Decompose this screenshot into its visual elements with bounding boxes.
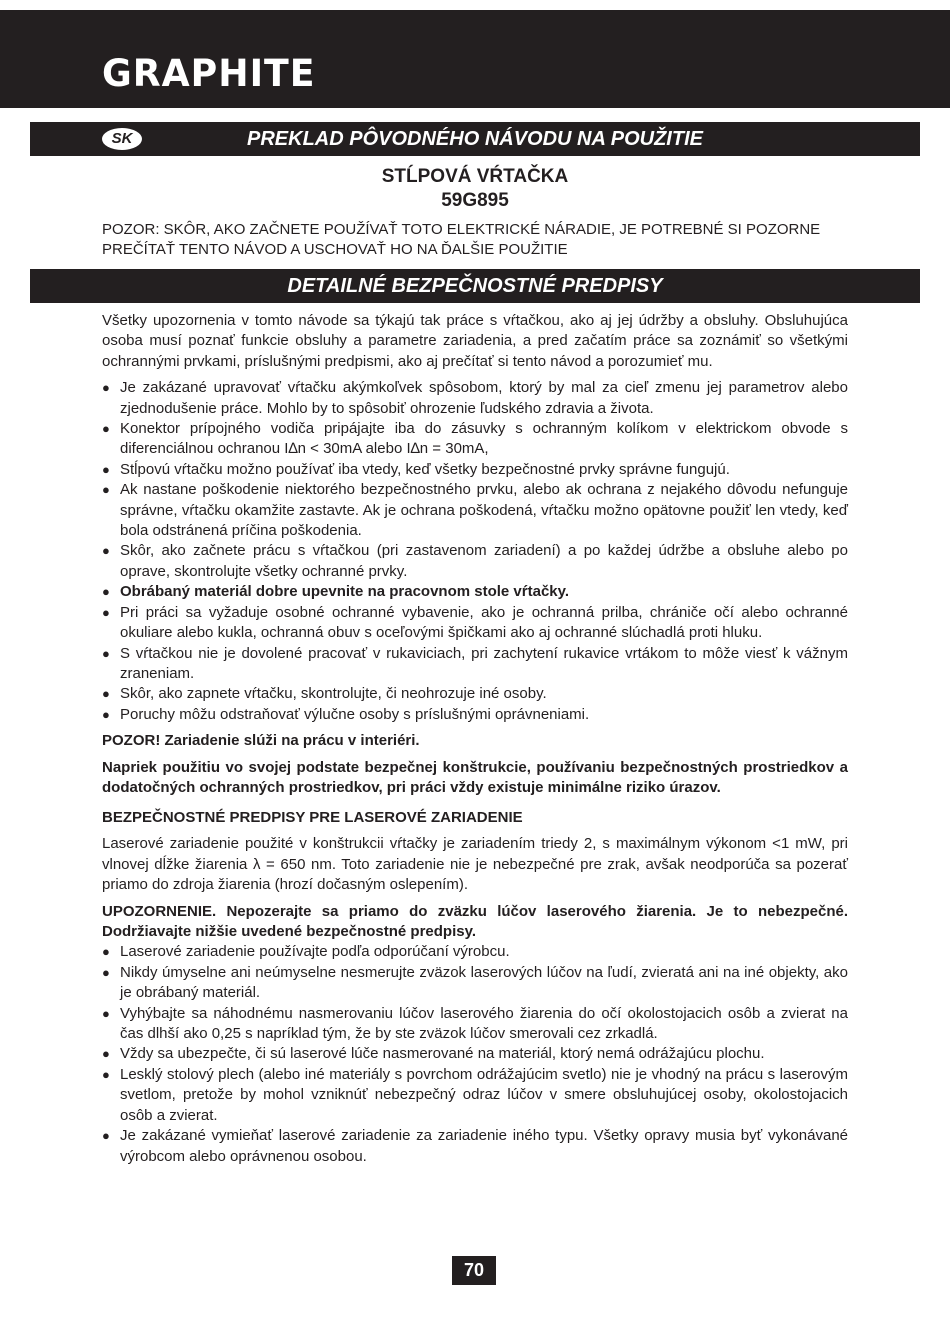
- safety-intro: Všetky upozornenia v tomto návode sa týkajú tak práce s vŕtačkou, ako aj jej údržby a obsluhy. Obsluhujúca osoba musí poznať funkcie obsluhy a parametre zariadenia, a pred začatím práce sa zoznámiť so všetkými ochrannými prvkami, príslušnými predpismi, ako aj prečítať si tento návod a porozumieť mu.: [102, 312, 848, 370]
- laser-intro: Laserové zariadenie použité v konštrukcii vŕtačky je zariadením triedy 2, s maximálnym výkonom <1 mW, pri vlnovej dĺžke žiarenia λ = 650 nm. Toto zariadenie nie je nebezpečné pre zrak, avšak neodporúča sa pozerať priamo do zdroja žiarenia (hrozí dočasným oslepením).: [102, 835, 848, 894]
- safety-item: ● Obrábaný materiál dobre upevnite na pracovnom stole vŕtačky.: [102, 582, 848, 602]
- laser-item: ● Lesklý stolový plech (alebo iné materiály s povrchom odrážajúcim svetlo) nie je vhodný na prácu s laserovým svetlom, pretože by mohol vzniknúť nebezpečný odraz lúčov v smere obsluhujúcej osoby, okolostojacich osôb a zvierat.: [102, 1065, 848, 1126]
- safety-item: ● Je zakázané upravovať vŕtačku akýmkoľvek spôsobom, ktorý by mal za cieľ zmenu jej parametrov alebo zjednodušenie práce. Mohlo by to spôsobiť ohrozenie ľudského zdravia a života.: [102, 378, 848, 419]
- laser-item: ● Je zakázané vymieňať laserové zariadenie za zariadenie iného typu. Všetky opravy musia byť vykonávané výrobcom alebo oprávnenou osobou.: [102, 1126, 848, 1167]
- safety-item: ● Ak nastane poškodenie niektorého bezpečnostného prvku, alebo ak ochrana z nejakého dôvodu nefunguje správne, vŕtačku okamžite zastavte. Ak je ochrana poškodená, vŕtačku možno opätovne použiť len vtedy, keď bola odstránená príčina poškodenia.: [102, 480, 848, 541]
- laser-list: [102, 942, 848, 1166]
- laser-section: [102, 808, 848, 1167]
- laser-warning: UPOZORNENIE. Nepozerajte sa priamo do zväzku lúčov laserového žiarenia. Je to nebezpečné. Dodržiavajte nižšie uvedené bezpečnostné predpisy.: [102, 902, 848, 941]
- translation-bar: [30, 122, 920, 156]
- warning-intro-text: POZOR: SKÔR, AKO ZAČNETE POUŽÍVAŤ TOTO ELEKTRICKÉ NÁRADIE, JE POTREBNÉ SI POZORNE PREČÍTAŤ TENTO NÁVOD A USCHOVAŤ HO NA ĎALŠIE POUŽITIE: [102, 221, 821, 259]
- laser-heading: BEZPEČNOSTNÉ PREDPISY PRE LASEROVÉ ZARIADENIE: [102, 809, 523, 826]
- warning-intro: [102, 220, 848, 261]
- product-name: STĹPOVÁ VŔTAČKA: [381, 166, 569, 187]
- graphite-logo: GRAPHITE: [102, 52, 316, 95]
- safety-item: ● S vŕtačkou nie je dovolené pracovať v rukaviciach, pri zachytení rukavice vrtákom to môže viesť k vážnym zraneniam.: [102, 644, 848, 685]
- laser-item: ● Vyhýbajte sa náhodnému nasmerovaniu lúčov laserového žiarenia do očí okolostojacich osôb a zvierat na čas dlhší ako 0,25 s napríklad tým, že by ste zväzok lúčov smerovali cez zrkadlá.: [102, 1004, 848, 1045]
- product-code: 59G895: [441, 190, 509, 211]
- laser-item: ● Nikdy úmyselne ani neúmyselne nesmerujte zväzok laserových lúčov na ľudí, zvieratá ani na iné objekty, ako je obrábaný materiál.: [102, 963, 848, 1004]
- safety-title: DETAILNÉ BEZPEČNOSTNÉ PREDPISY: [287, 275, 663, 297]
- translation-title: PREKLAD PÔVODNÉHO NÁVODU NA POUŽITIE: [247, 128, 703, 150]
- safety-bar: [30, 269, 920, 303]
- safety-item: ● Pri práci sa vyžaduje osobné ochranné vybavenie, ako je ochranná prilba, chrániče očí alebo ochranné okuliare alebo kukla, ochranná obuv s oceľovými špičkami ako aj ochranné slúchadlá proti hluku.: [102, 603, 848, 644]
- safety-section: [102, 311, 848, 798]
- safety-item: ● Konektor prípojného vodiča pripájajte iba do zásuvky s ochranným kolíkom v elektrickom obvode s diferenciálnou ochranou I∆n < 30mA alebo I∆n = 30mA,: [102, 419, 848, 460]
- note-indoor: POZOR! Zariadenie slúži na prácu v interiéri.: [102, 732, 420, 750]
- laser-item: ● Laserové zariadenie používajte podľa odporúčaní výrobcu.: [102, 942, 848, 962]
- language-badge: SK: [102, 128, 142, 150]
- safety-item: ● Stĺpovú vŕtačku možno používať iba vtedy, keď všetky bezpečnostné prvky správne fungujú.: [102, 460, 848, 480]
- note-risk: Napriek použitiu vo svojej podstate bezpečnej konštrukcie, používaniu bezpečnostných prostriedkov a dodatočných ochranných prostriedkov, pri práci vždy existuje minimálne riziko úrazov.: [102, 758, 848, 796]
- safety-item: ● Skôr, ako začnete prácu s vŕtačkou (pri zastavenom zariadení) a po každej údržbe a obsluhe alebo po oprave, skontrolujte všetky ochranné prvky.: [102, 541, 848, 582]
- laser-item: ● Vždy sa ubezpečte, či sú laserové lúče nasmerované na materiál, ktorý nemá odrážajúcu plochu.: [102, 1044, 848, 1064]
- safety-item: ● Skôr, ako zapnete vŕtačku, skontrolujte, či neohrozuje iné osoby.: [102, 684, 848, 704]
- safety-item: ● Poruchy môžu odstraňovať výlučne osoby s príslušnými oprávneniami.: [102, 705, 848, 725]
- page-number: 70: [452, 1256, 496, 1285]
- safety-list: [102, 378, 848, 725]
